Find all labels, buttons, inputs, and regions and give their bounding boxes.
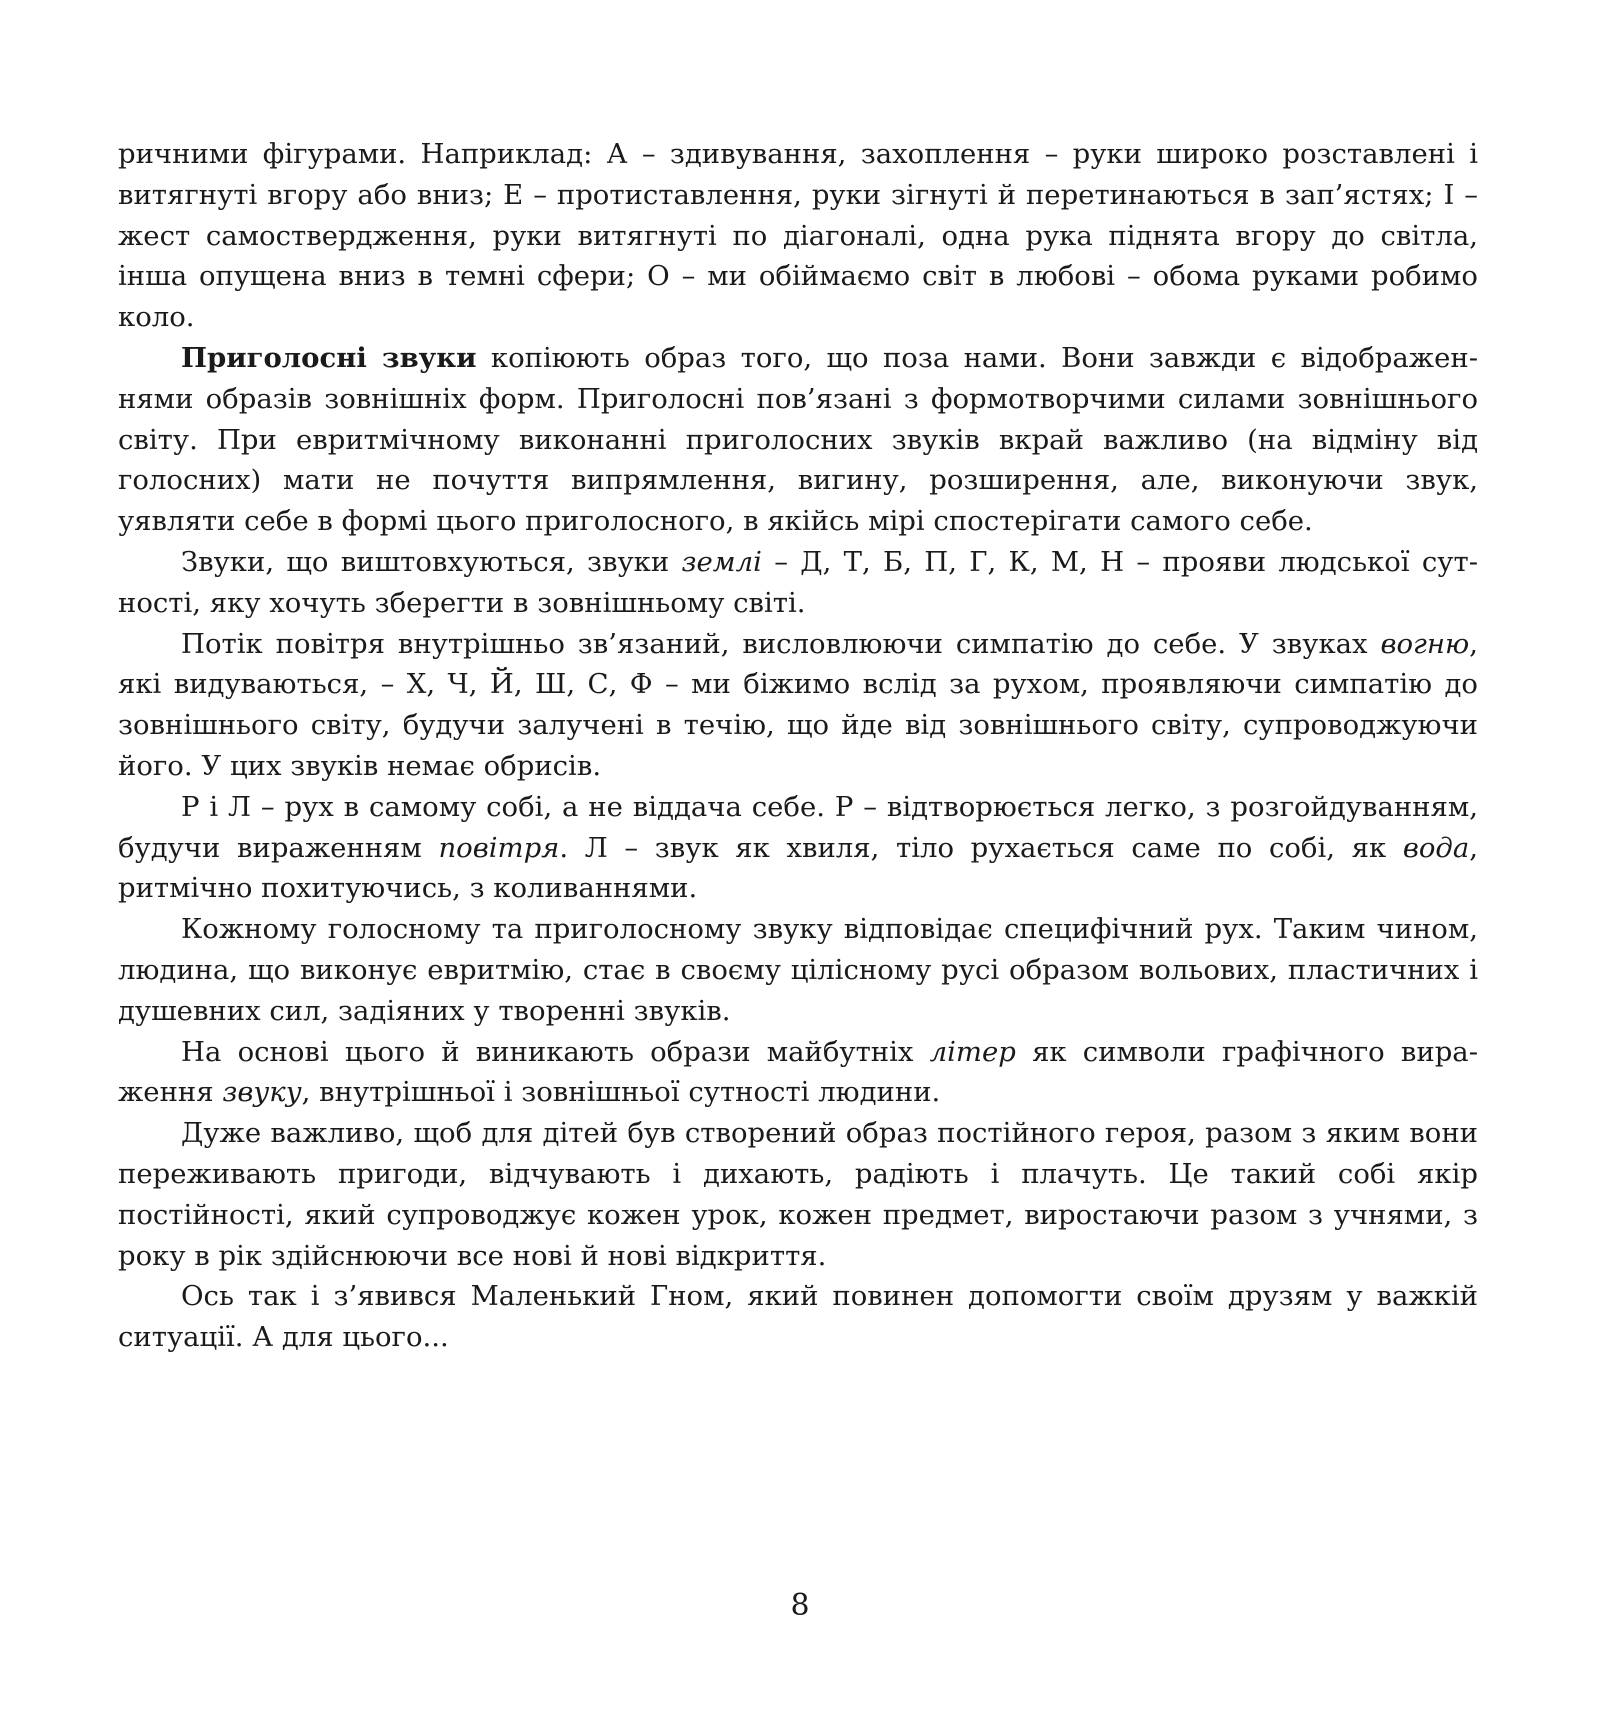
paragraph-consonants [118,338,1478,542]
paragraph-little-gnome [118,1276,1478,1358]
italic-term-letters: літер [929,1035,1016,1068]
page-number: 8 [790,1588,810,1623]
paragraph-earth-sounds [118,542,1478,624]
paragraph-text: , які видуваються, – Х, Ч, Й, Ш, С, Ф – ми біжимо вслід за рухом, проявляючи симпатію до зовнішнього світу, будучи залучені в течію, що йде від зовнішнього світу, супроводжуючи його. У цих звуків немає обрисів. [118,627,1478,782]
italic-term-sound: звуку [222,1076,302,1109]
paragraph-fire-sounds [118,624,1478,787]
paragraph-text: – Д, Т, Б, П, Г, К, М, Н – прояви людської сутності, яку хочуть зберегти в зовнішньому світі. [118,545,1478,619]
paragraph-letters [118,1032,1478,1114]
page-body [118,134,1478,1358]
bold-term-consonants: Приголосні звуки [181,341,477,374]
paragraph-text: Р і Л – рух в самому собі, а не віддача себе. Р – відтворюється легко, з розгойдуванням, будучи вираженням [118,790,1478,864]
paragraph-text: Дуже важливо, щоб для дітей був створений образ постійного героя, разом з яким вони переживають пригоди, відчувають і дихають, радіють і плачуть. Це такий собі якір постійності, який супроводжує кожен урок, кожен предмет, виростаючи разом з учнями, з року в рік здійснюючи все нові й нові відкриття. [118,1117,1478,1272]
paragraph-text: Звуки, що виштовхуються, звуки [181,545,682,578]
paragraph-text: Кожному голосному та приголосному звуку відповідає специфічний рух. Таким чином, людина, що виконує евритмію, стає в своєму цілісному русі образом вольових, пластичних і душевних сил, задіяних у творенні звуків. [118,913,1478,1027]
paragraph-text: , внутрішньої і зовнішньої сутності людини. [301,1076,941,1109]
paragraph-specific-movement [118,909,1478,1031]
italic-term-air: повітря [438,831,560,864]
paragraph-constant-hero [118,1113,1478,1276]
paragraph-text: копіюють образ того, що поза нами. Вони завжди є відображеннями образів зовнішніх форм. Приголосні пов’язані з формотворчими силами зовнішнього світу. При евритмічному виконанні приголосних звуків вкрай важливо (на відміну від голосних) мати не почуття випрямлення, вигину, розширення, але, виконуючи звук, уявляти себе в формі цього приголосного, в якійсь мірі спостерігати самого себе. [118,341,1478,538]
paragraph-text: ричними фігурами. Наприклад: А – здивування, захоплення – руки широко розставлені і витягнуті вгору або вниз; Е – протиставлення, руки зігнуті й перетинаються в зап’ястях; І – жест самоствердження, руки витягнуті по діагоналі, одна рука піднята вгору до світла, інша опущена вниз в темні сфери; О – ми обіймаємо світ в любові – обома руками робимо коло. [118,138,1478,334]
paragraph-text: На основі цього й виникають образи майбутніх [181,1035,930,1068]
paragraph-text: Потік повітря внутрішньо зв’язаний, висловлюючи симпатію до себе. У звуках [181,627,1381,660]
paragraph-r-and-l [118,787,1478,909]
paragraph-text: як символи графічного вираження [118,1035,1478,1109]
italic-term-water: вода [1402,831,1470,864]
italic-term-fire: вогню [1380,627,1470,660]
paragraph-text: , ритмічно похитуючись, з коливаннями. [118,831,1478,905]
italic-term-earth: землі [681,545,762,578]
paragraph-text: . Л – звук як хвиля, тіло рухається саме по собі, як [559,831,1403,864]
paragraph-text: Ось так і з’явився Маленький Гном, який повинен допомогти своїм друзям у важкій ситуації. А для цього... [118,1280,1478,1354]
paragraph-vowel-gestures [118,134,1478,338]
